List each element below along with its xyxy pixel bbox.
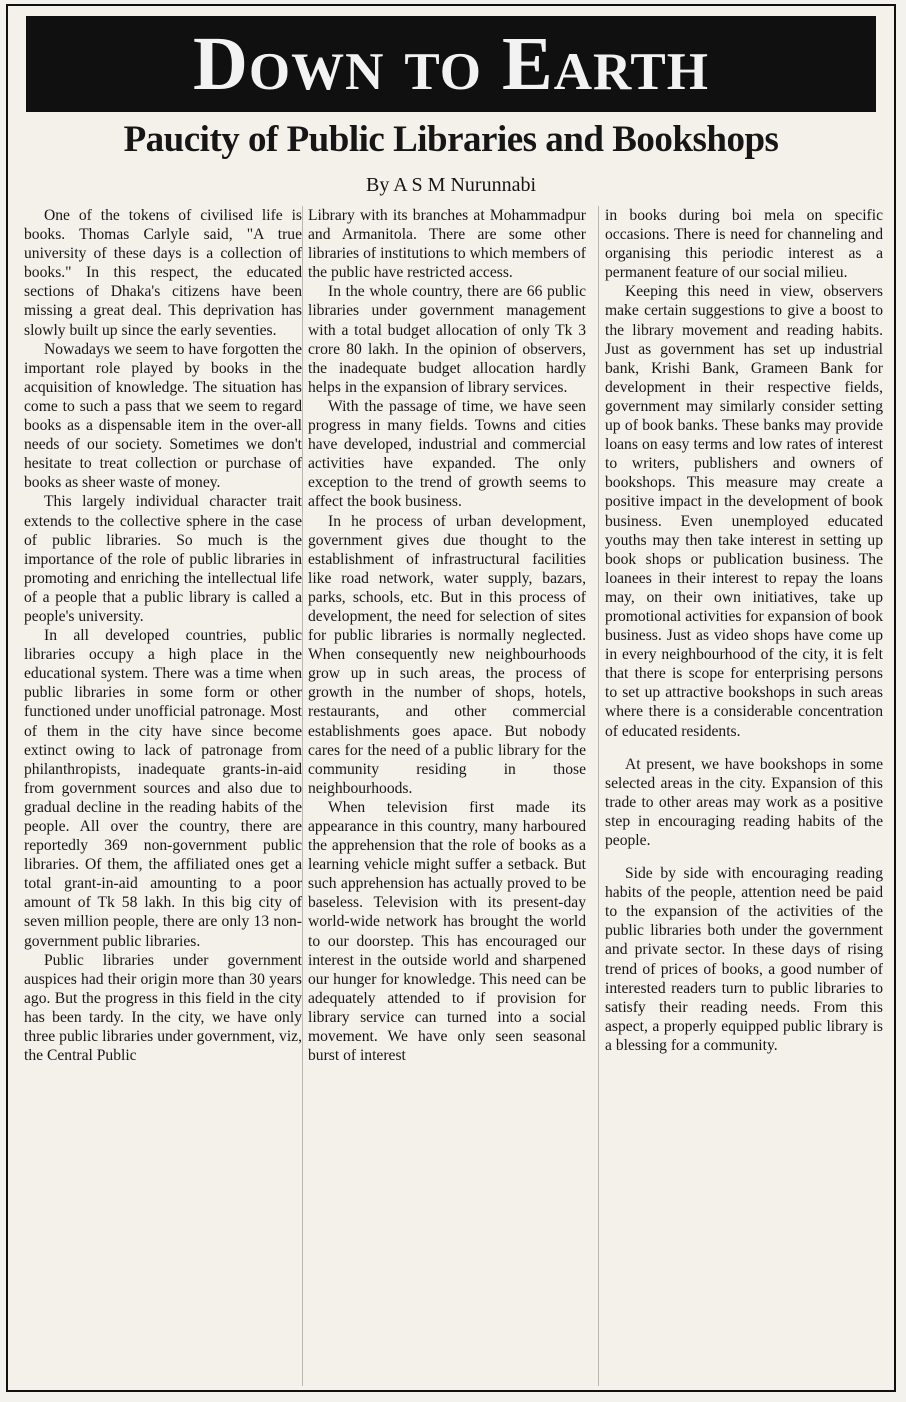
column-divider xyxy=(598,206,599,1386)
newspaper-clipping xyxy=(6,4,896,1392)
article-column-1 xyxy=(24,206,302,1065)
paragraph: One of the tokens of civilised life is books. Thomas Carlyle said, "A true university of these days is a collection of books." In this respect, the educated sections of Dhaka's citizens have been missing a great deal. This deprivation has slowly built up since the early seventies. xyxy=(24,207,302,339)
paragraph: Side by side with encouraging reading habits of the people, attention need be paid to the expansion of the activities of the public libraries both under the government and private sector. In these days of rising trend of prices of books, a good number of interested readers turn to public libraries to satisfy their reading needs. From this aspect, a properly equipped public library is a blessing for a community. xyxy=(605,865,883,1054)
column-divider xyxy=(302,206,303,1386)
paragraph: Keeping this need in view, observers make certain suggestions to give a boost to the library movement and reading habits. Just as government has set up industrial bank, Krishi Bank, Grameen Bank for development in their respective fields, government may similarly consider setting up of book banks. These banks may provide loans on easy terms and low rates of interest to writers, publishers and owners of bookshops. This measure may create a positive impact in the development of book business. Even unemployed educated youths may then take interest in setting up book shops or publication business. The loanees in their interest to repay the loans may, on their own initiatives, take up promotional activities for expansion of book business. Just as video shops have come up in every neighbourhood of the city, it is felt that there is scope for enterprising persons to set up attractive bookshops in such areas where there is a considerable concentration of educated residents. xyxy=(605,283,883,740)
article-headline: Paucity of Public Libraries and Bookshops xyxy=(123,119,779,160)
paragraph: In all developed countries, public libraries occupy a high place in the educational system. There was a time when public libraries in some form or other functioned under unofficial patronage. Most of them in the city have since become extinct owing to lack of patronage from philanthropists, inadequate grants-in-aid from government sources and also due to gradual decline in the reading habits of the people. All over the country, there are reportedly 369 non-government public libraries. Of them, the affiliated ones get a total grant-in-aid amounting to a poor amount of Tk 58 lakh. In this big city of seven million people, there are only 13 non-government public libraries. xyxy=(24,627,302,950)
paragraph: In the whole country, there are 66 public libraries under government management with a total budget allocation of only Tk 3 crore 80 lakh. In the opinion of observers, the inadequate budget allocation hardly helps in the expansion of library services. xyxy=(308,283,586,396)
article-column-2 xyxy=(308,206,586,1065)
paragraph: Library with its branches at Mohammadpur and Armanitola. There are some other libraries of institutions to which members of the public have restricted access. xyxy=(308,207,586,282)
paragraph: In he process of urban development, government gives due thought to the establishment of infrastructural facilities like road network, water supply, bazars, parks, schools, etc. But in this process of development, the need for selection of sites for public libraries is normally neglected. When consequently new neighbourhoods grow up in such areas, the process of growth in the number of shops, hotels, restaurants, and other commercial establishments goes apace. But nobody cares for the need of a public library for the community residing in those neighbourhoods. xyxy=(308,512,586,797)
article-byline: By A S M Nurunnabi xyxy=(365,174,537,196)
paragraph: With the passage of time, we have seen progress in many fields. Towns and cities have developed, industrial and commercial activities have expanded. The only exception to the trend of growth seems to affect the book business. xyxy=(308,397,586,511)
column-banner: Down to Earth xyxy=(26,16,876,112)
paragraph: This largely individual character trait extends to the collective sphere in the case of public libraries. So much is the importance of the role of public libraries in promoting and enriching the intellectual life of a people that a public library is called a people's university. xyxy=(24,493,302,625)
paragraph: in books during boi mela on specific occasions. There is need for channeling and organising this periodic interest as a permanent feature of our social milieu. xyxy=(605,207,883,282)
paragraph: When television first made its appearance in this country, many harboured the apprehension that the role of books as a learning vehicle might suffer a setback. But such apprehension has actually proved to be baseless. Television with its present-day world-wide network has brought the world to our doorstep. This has encouraged our interest in the outside world and sharpened our hunger for knowledge. This need can be adequately attended to if provision for library service can turned into a social movement. We have only seen seasonal burst of interest xyxy=(308,798,586,1065)
paragraph: At present, we have bookshops in some selected areas in the city. Expansion of this trade to other areas may work as a positive step in encouraging reading habits of the people. xyxy=(605,755,883,849)
paragraph: Nowadays we seem to have forgotten the important role played by books in the acquisition of knowledge. The situation has come to such a pass that we seem to regard books as a dispensable item in the over-all needs of our society. Sometimes we don't hesitate to treat collection or purchase of books as sheer waste of money. xyxy=(24,340,302,492)
paragraph: Public libraries under government auspices had their origin more than 30 years ago. But the progress in this field in the city has been tardy. In the city, we have only three public libraries under government, viz, the Central Public xyxy=(24,951,302,1065)
article-column-3 xyxy=(605,206,883,1055)
